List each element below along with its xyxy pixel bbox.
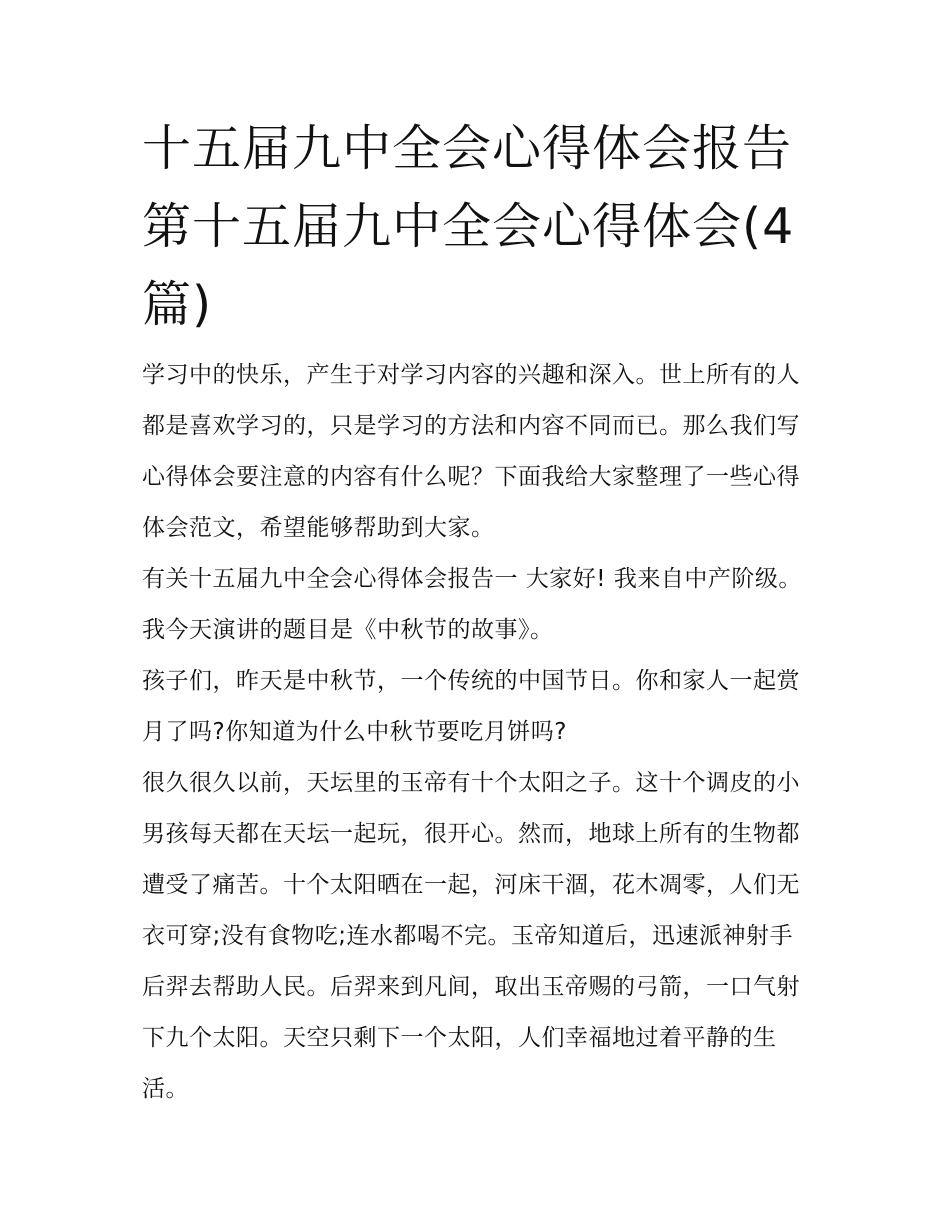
document-title: 十五届九中全会心得体会报告第十五届九中全会心得体会(4篇) — [142, 120, 795, 333]
document-page — [142, 110, 814, 1115]
intro-paragraph: 学习中的快乐，产生于对学习内容的兴趣和深入。世上所有的人都是喜欢学习的，只是学习的方法和内容不同而已。那么我们写心得体会要注意的内容有什么呢？下面我给大家整理了一些心得体会范文，希望能够帮助到大家。 — [142, 362, 800, 541]
legend-paragraph: 很久很久以前，天坛里的玉帝有十个太阳之子。这十个调皮的小男孩每天都在天坛一起玩，很开心。然而，地球上所有的生物都遭受了痛苦。十个太阳晒在一起，河床干涸，花木凋零，人们无衣可穿;没有食物吃;连水都喝不完。玉帝知道后，迅速派神射手后羿去帮助人民。后羿来到凡间，取出玉帝赐的弓箭，一口气射下九个太阳。天空只剩下一个太阳，人们幸福地过着平静的生活。 — [142, 770, 800, 1102]
mid-autumn-question-paragraph: 孩子们，昨天是中秋节，一个传统的中国节日。你和家人一起赏月了吗?你知道为什么中秋节要吃月饼吗? — [142, 668, 800, 745]
speech-opening-paragraph: 有关十五届九中全会心得体会报告一 大家好! 我来自中产阶级。我今天演讲的题目是《中秋节的故事》。 — [142, 566, 802, 643]
